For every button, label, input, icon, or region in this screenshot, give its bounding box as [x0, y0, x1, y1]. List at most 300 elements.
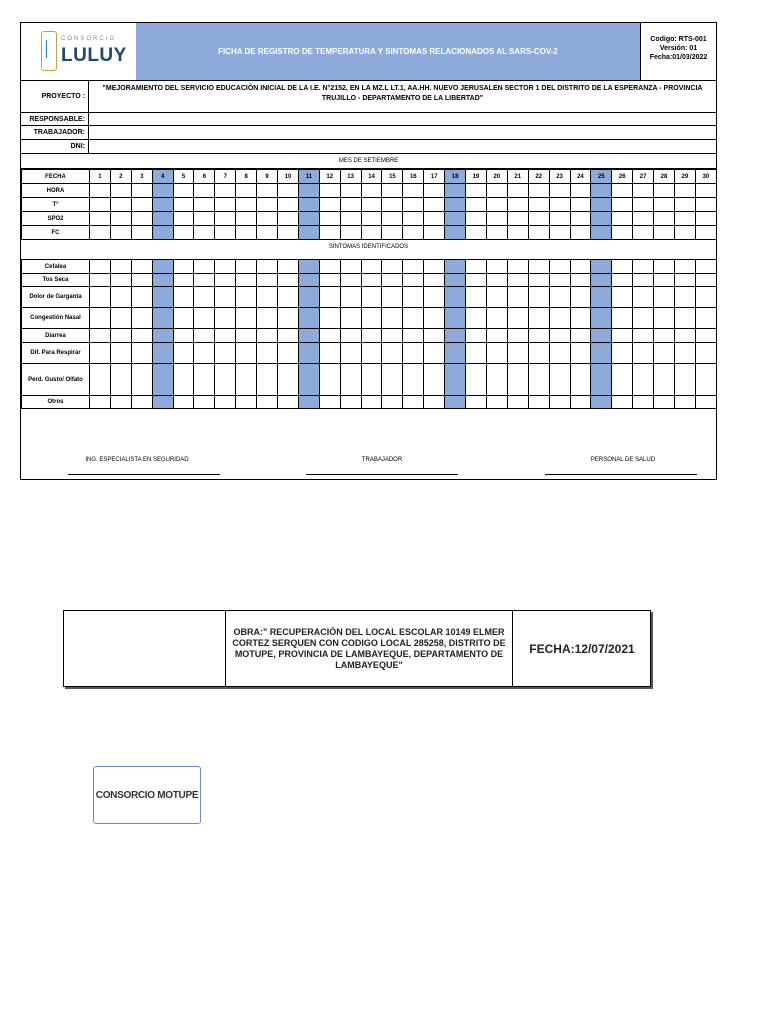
entry-cell[interactable]: [152, 184, 173, 198]
entry-cell[interactable]: [298, 396, 319, 409]
entry-cell[interactable]: [507, 198, 528, 212]
entry-cell[interactable]: [278, 308, 299, 329]
entry-cell[interactable]: [298, 212, 319, 226]
entry-cell[interactable]: [486, 308, 507, 329]
entry-cell[interactable]: [215, 287, 236, 308]
entry-cell[interactable]: [131, 184, 152, 198]
entry-cell[interactable]: [612, 198, 633, 212]
entry-cell[interactable]: [110, 287, 131, 308]
entry-cell[interactable]: [403, 329, 424, 343]
entry-cell[interactable]: [403, 226, 424, 240]
entry-cell[interactable]: [257, 308, 278, 329]
entry-cell[interactable]: [695, 364, 716, 396]
entry-cell[interactable]: [257, 184, 278, 198]
entry-cell[interactable]: [674, 329, 695, 343]
entry-cell[interactable]: [382, 287, 403, 308]
entry-cell[interactable]: [466, 396, 487, 409]
entry-cell[interactable]: [424, 198, 445, 212]
entry-cell[interactable]: [110, 308, 131, 329]
entry-cell[interactable]: [152, 260, 173, 274]
entry-cell[interactable]: [110, 212, 131, 226]
entry-cell[interactable]: [173, 198, 194, 212]
entry-cell[interactable]: [236, 287, 257, 308]
entry-cell[interactable]: [298, 329, 319, 343]
entry-cell[interactable]: [445, 226, 466, 240]
entry-cell[interactable]: [528, 343, 549, 364]
entry-cell[interactable]: [361, 396, 382, 409]
entry-cell[interactable]: [654, 274, 675, 287]
entry-cell[interactable]: [695, 287, 716, 308]
entry-cell[interactable]: [90, 343, 111, 364]
entry-cell[interactable]: [486, 212, 507, 226]
entry-cell[interactable]: [194, 287, 215, 308]
entry-cell[interactable]: [612, 287, 633, 308]
entry-cell[interactable]: [674, 308, 695, 329]
entry-cell[interactable]: [528, 198, 549, 212]
entry-cell[interactable]: [528, 226, 549, 240]
entry-cell[interactable]: [340, 343, 361, 364]
entry-cell[interactable]: [152, 212, 173, 226]
entry-cell[interactable]: [591, 308, 612, 329]
entry-cell[interactable]: [215, 396, 236, 409]
entry-cell[interactable]: [278, 396, 299, 409]
entry-cell[interactable]: [445, 274, 466, 287]
entry-cell[interactable]: [215, 198, 236, 212]
entry-cell[interactable]: [466, 343, 487, 364]
entry-cell[interactable]: [591, 226, 612, 240]
entry-cell[interactable]: [361, 287, 382, 308]
entry-cell[interactable]: [466, 274, 487, 287]
entry-cell[interactable]: [236, 308, 257, 329]
entry-cell[interactable]: [340, 226, 361, 240]
entry-cell[interactable]: [486, 260, 507, 274]
responsable-row[interactable]: [21, 113, 716, 126]
entry-cell[interactable]: [403, 260, 424, 274]
entry-cell[interactable]: [340, 198, 361, 212]
entry-cell[interactable]: [549, 184, 570, 198]
entry-cell[interactable]: [528, 287, 549, 308]
entry-cell[interactable]: [215, 274, 236, 287]
entry-cell[interactable]: [424, 364, 445, 396]
entry-cell[interactable]: [257, 226, 278, 240]
entry-cell[interactable]: [361, 198, 382, 212]
entry-cell[interactable]: [591, 198, 612, 212]
entry-cell[interactable]: [633, 226, 654, 240]
entry-cell[interactable]: [194, 184, 215, 198]
entry-cell[interactable]: [319, 226, 340, 240]
entry-cell[interactable]: [445, 198, 466, 212]
entry-cell[interactable]: [695, 226, 716, 240]
entry-cell[interactable]: [528, 329, 549, 343]
entry-cell[interactable]: [382, 329, 403, 343]
entry-cell[interactable]: [445, 343, 466, 364]
entry-cell[interactable]: [695, 274, 716, 287]
entry-cell[interactable]: [298, 184, 319, 198]
entry-cell[interactable]: [382, 396, 403, 409]
entry-cell[interactable]: [403, 287, 424, 308]
entry-cell[interactable]: [570, 260, 591, 274]
entry-cell[interactable]: [194, 364, 215, 396]
entry-cell[interactable]: [194, 212, 215, 226]
entry-cell[interactable]: [674, 274, 695, 287]
entry-cell[interactable]: [424, 308, 445, 329]
entry-cell[interactable]: [591, 396, 612, 409]
entry-cell[interactable]: [549, 287, 570, 308]
entry-cell[interactable]: [340, 274, 361, 287]
entry-cell[interactable]: [340, 396, 361, 409]
entry-cell[interactable]: [382, 184, 403, 198]
entry-cell[interactable]: [319, 343, 340, 364]
entry-cell[interactable]: [319, 308, 340, 329]
entry-cell[interactable]: [298, 287, 319, 308]
entry-cell[interactable]: [257, 329, 278, 343]
entry-cell[interactable]: [695, 212, 716, 226]
entry-cell[interactable]: [131, 343, 152, 364]
entry-cell[interactable]: [90, 396, 111, 409]
entry-cell[interactable]: [654, 343, 675, 364]
entry-cell[interactable]: [633, 287, 654, 308]
entry-cell[interactable]: [131, 396, 152, 409]
entry-cell[interactable]: [674, 396, 695, 409]
entry-cell[interactable]: [382, 226, 403, 240]
entry-cell[interactable]: [110, 184, 131, 198]
entry-cell[interactable]: [90, 274, 111, 287]
entry-cell[interactable]: [298, 308, 319, 329]
entry-cell[interactable]: [257, 364, 278, 396]
entry-cell[interactable]: [528, 260, 549, 274]
entry-cell[interactable]: [403, 184, 424, 198]
entry-cell[interactable]: [674, 226, 695, 240]
entry-cell[interactable]: [695, 184, 716, 198]
entry-cell[interactable]: [152, 274, 173, 287]
entry-cell[interactable]: [507, 308, 528, 329]
entry-cell[interactable]: [110, 329, 131, 343]
entry-cell[interactable]: [194, 260, 215, 274]
entry-cell[interactable]: [633, 212, 654, 226]
entry-cell[interactable]: [570, 184, 591, 198]
entry-cell[interactable]: [612, 329, 633, 343]
entry-cell[interactable]: [591, 364, 612, 396]
entry-cell[interactable]: [445, 308, 466, 329]
entry-cell[interactable]: [403, 364, 424, 396]
entry-cell[interactable]: [257, 343, 278, 364]
entry-cell[interactable]: [90, 226, 111, 240]
entry-cell[interactable]: [278, 287, 299, 308]
entry-cell[interactable]: [424, 212, 445, 226]
entry-cell[interactable]: [549, 260, 570, 274]
entry-cell[interactable]: [131, 274, 152, 287]
entry-cell[interactable]: [110, 364, 131, 396]
entry-cell[interactable]: [131, 212, 152, 226]
entry-cell[interactable]: [612, 308, 633, 329]
entry-cell[interactable]: [507, 184, 528, 198]
entry-cell[interactable]: [445, 329, 466, 343]
entry-cell[interactable]: [361, 274, 382, 287]
entry-cell[interactable]: [319, 212, 340, 226]
entry-cell[interactable]: [466, 364, 487, 396]
entry-cell[interactable]: [90, 260, 111, 274]
entry-cell[interactable]: [298, 343, 319, 364]
entry-cell[interactable]: [424, 226, 445, 240]
entry-cell[interactable]: [90, 308, 111, 329]
entry-cell[interactable]: [215, 184, 236, 198]
entry-cell[interactable]: [507, 329, 528, 343]
entry-cell[interactable]: [131, 198, 152, 212]
entry-cell[interactable]: [507, 212, 528, 226]
entry-cell[interactable]: [278, 343, 299, 364]
entry-cell[interactable]: [633, 260, 654, 274]
entry-cell[interactable]: [110, 274, 131, 287]
entry-cell[interactable]: [591, 329, 612, 343]
entry-cell[interactable]: [194, 226, 215, 240]
entry-cell[interactable]: [361, 184, 382, 198]
entry-cell[interactable]: [173, 343, 194, 364]
entry-cell[interactable]: [612, 364, 633, 396]
entry-cell[interactable]: [340, 212, 361, 226]
entry-cell[interactable]: [131, 260, 152, 274]
entry-cell[interactable]: [382, 364, 403, 396]
entry-cell[interactable]: [403, 396, 424, 409]
entry-cell[interactable]: [173, 364, 194, 396]
entry-cell[interactable]: [528, 212, 549, 226]
entry-cell[interactable]: [695, 396, 716, 409]
entry-cell[interactable]: [674, 212, 695, 226]
entry-cell[interactable]: [528, 396, 549, 409]
entry-cell[interactable]: [257, 212, 278, 226]
entry-cell[interactable]: [236, 274, 257, 287]
entry-cell[interactable]: [173, 260, 194, 274]
entry-cell[interactable]: [570, 343, 591, 364]
entry-cell[interactable]: [236, 364, 257, 396]
entry-cell[interactable]: [298, 260, 319, 274]
entry-cell[interactable]: [570, 308, 591, 329]
entry-cell[interactable]: [466, 198, 487, 212]
entry-cell[interactable]: [319, 364, 340, 396]
entry-cell[interactable]: [361, 260, 382, 274]
entry-cell[interactable]: [173, 226, 194, 240]
entry-cell[interactable]: [236, 198, 257, 212]
entry-cell[interactable]: [424, 329, 445, 343]
entry-cell[interactable]: [445, 364, 466, 396]
entry-cell[interactable]: [486, 287, 507, 308]
entry-cell[interactable]: [131, 226, 152, 240]
entry-cell[interactable]: [528, 364, 549, 396]
entry-cell[interactable]: [403, 212, 424, 226]
entry-cell[interactable]: [152, 396, 173, 409]
entry-cell[interactable]: [507, 364, 528, 396]
entry-cell[interactable]: [612, 212, 633, 226]
entry-cell[interactable]: [654, 308, 675, 329]
dni-row[interactable]: [21, 140, 716, 154]
entry-cell[interactable]: [131, 287, 152, 308]
entry-cell[interactable]: [654, 226, 675, 240]
entry-cell[interactable]: [528, 184, 549, 198]
entry-cell[interactable]: [466, 226, 487, 240]
entry-cell[interactable]: [403, 274, 424, 287]
entry-cell[interactable]: [215, 260, 236, 274]
entry-cell[interactable]: [278, 260, 299, 274]
entry-cell[interactable]: [445, 287, 466, 308]
entry-cell[interactable]: [612, 260, 633, 274]
entry-cell[interactable]: [257, 274, 278, 287]
entry-cell[interactable]: [361, 212, 382, 226]
entry-cell[interactable]: [173, 274, 194, 287]
entry-cell[interactable]: [570, 274, 591, 287]
entry-cell[interactable]: [549, 396, 570, 409]
entry-cell[interactable]: [382, 308, 403, 329]
entry-cell[interactable]: [695, 343, 716, 364]
entry-cell[interactable]: [90, 184, 111, 198]
entry-cell[interactable]: [319, 274, 340, 287]
entry-cell[interactable]: [152, 198, 173, 212]
entry-cell[interactable]: [507, 260, 528, 274]
entry-cell[interactable]: [382, 198, 403, 212]
entry-cell[interactable]: [110, 198, 131, 212]
entry-cell[interactable]: [612, 343, 633, 364]
entry-cell[interactable]: [319, 287, 340, 308]
entry-cell[interactable]: [194, 274, 215, 287]
entry-cell[interactable]: [319, 184, 340, 198]
entry-cell[interactable]: [236, 343, 257, 364]
entry-cell[interactable]: [612, 274, 633, 287]
entry-cell[interactable]: [466, 308, 487, 329]
entry-cell[interactable]: [466, 212, 487, 226]
entry-cell[interactable]: [486, 226, 507, 240]
entry-cell[interactable]: [361, 308, 382, 329]
entry-cell[interactable]: [633, 198, 654, 212]
entry-cell[interactable]: [319, 198, 340, 212]
entry-cell[interactable]: [507, 396, 528, 409]
entry-cell[interactable]: [215, 343, 236, 364]
entry-cell[interactable]: [278, 212, 299, 226]
entry-cell[interactable]: [445, 212, 466, 226]
entry-cell[interactable]: [674, 287, 695, 308]
entry-cell[interactable]: [528, 274, 549, 287]
entry-cell[interactable]: [674, 184, 695, 198]
entry-cell[interactable]: [403, 198, 424, 212]
entry-cell[interactable]: [654, 184, 675, 198]
entry-cell[interactable]: [507, 274, 528, 287]
entry-cell[interactable]: [486, 198, 507, 212]
entry-cell[interactable]: [674, 343, 695, 364]
entry-cell[interactable]: [319, 260, 340, 274]
entry-cell[interactable]: [612, 226, 633, 240]
entry-cell[interactable]: [90, 212, 111, 226]
entry-cell[interactable]: [361, 226, 382, 240]
entry-cell[interactable]: [236, 226, 257, 240]
entry-cell[interactable]: [215, 212, 236, 226]
entry-cell[interactable]: [549, 274, 570, 287]
entry-cell[interactable]: [403, 308, 424, 329]
entry-cell[interactable]: [194, 198, 215, 212]
entry-cell[interactable]: [591, 287, 612, 308]
entry-cell[interactable]: [633, 184, 654, 198]
entry-cell[interactable]: [403, 343, 424, 364]
entry-cell[interactable]: [528, 308, 549, 329]
entry-cell[interactable]: [131, 329, 152, 343]
entry-cell[interactable]: [278, 364, 299, 396]
entry-cell[interactable]: [361, 343, 382, 364]
entry-cell[interactable]: [152, 329, 173, 343]
entry-cell[interactable]: [466, 329, 487, 343]
entry-cell[interactable]: [424, 396, 445, 409]
entry-cell[interactable]: [173, 308, 194, 329]
entry-cell[interactable]: [236, 184, 257, 198]
entry-cell[interactable]: [298, 364, 319, 396]
entry-cell[interactable]: [173, 212, 194, 226]
entry-cell[interactable]: [298, 274, 319, 287]
entry-cell[interactable]: [382, 212, 403, 226]
entry-cell[interactable]: [633, 396, 654, 409]
entry-cell[interactable]: [549, 329, 570, 343]
entry-cell[interactable]: [654, 396, 675, 409]
entry-cell[interactable]: [674, 198, 695, 212]
entry-cell[interactable]: [257, 198, 278, 212]
entry-cell[interactable]: [173, 329, 194, 343]
entry-cell[interactable]: [654, 198, 675, 212]
entry-cell[interactable]: [424, 184, 445, 198]
entry-cell[interactable]: [633, 343, 654, 364]
entry-cell[interactable]: [340, 308, 361, 329]
entry-cell[interactable]: [445, 260, 466, 274]
entry-cell[interactable]: [674, 260, 695, 274]
entry-cell[interactable]: [695, 260, 716, 274]
entry-cell[interactable]: [152, 364, 173, 396]
entry-cell[interactable]: [633, 329, 654, 343]
entry-cell[interactable]: [591, 274, 612, 287]
entry-cell[interactable]: [340, 364, 361, 396]
entry-cell[interactable]: [257, 260, 278, 274]
entry-cell[interactable]: [570, 287, 591, 308]
entry-cell[interactable]: [340, 184, 361, 198]
entry-cell[interactable]: [236, 260, 257, 274]
entry-cell[interactable]: [173, 396, 194, 409]
entry-cell[interactable]: [695, 198, 716, 212]
entry-cell[interactable]: [486, 274, 507, 287]
entry-cell[interactable]: [507, 226, 528, 240]
entry-cell[interactable]: [340, 260, 361, 274]
entry-cell[interactable]: [570, 396, 591, 409]
entry-cell[interactable]: [298, 226, 319, 240]
entry-cell[interactable]: [278, 329, 299, 343]
entry-cell[interactable]: [654, 287, 675, 308]
entry-cell[interactable]: [215, 308, 236, 329]
entry-cell[interactable]: [654, 364, 675, 396]
entry-cell[interactable]: [152, 308, 173, 329]
entry-cell[interactable]: [424, 287, 445, 308]
entry-cell[interactable]: [152, 343, 173, 364]
entry-cell[interactable]: [591, 184, 612, 198]
entry-cell[interactable]: [278, 274, 299, 287]
entry-cell[interactable]: [152, 226, 173, 240]
entry-cell[interactable]: [591, 343, 612, 364]
entry-cell[interactable]: [445, 184, 466, 198]
entry-cell[interactable]: [570, 226, 591, 240]
entry-cell[interactable]: [236, 329, 257, 343]
entry-cell[interactable]: [507, 343, 528, 364]
entry-cell[interactable]: [257, 396, 278, 409]
entry-cell[interactable]: [90, 198, 111, 212]
entry-cell[interactable]: [110, 226, 131, 240]
entry-cell[interactable]: [152, 287, 173, 308]
entry-cell[interactable]: [257, 287, 278, 308]
entry-cell[interactable]: [131, 364, 152, 396]
entry-cell[interactable]: [674, 364, 695, 396]
entry-cell[interactable]: [466, 287, 487, 308]
entry-cell[interactable]: [612, 184, 633, 198]
entry-cell[interactable]: [319, 396, 340, 409]
entry-cell[interactable]: [424, 260, 445, 274]
